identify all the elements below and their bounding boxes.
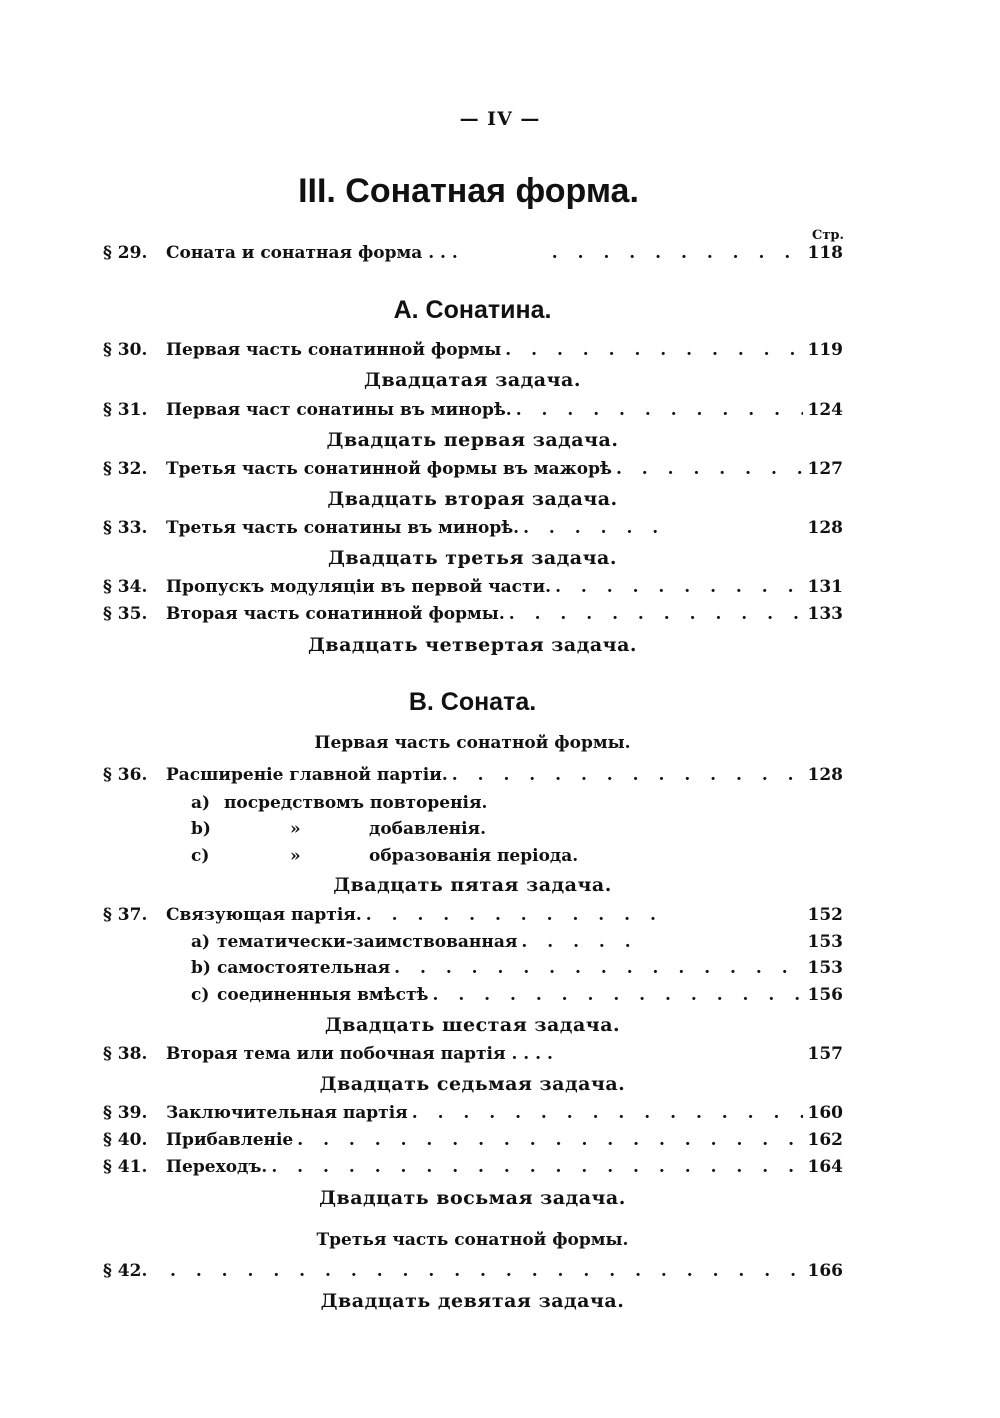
toc-entry-36[interactable]	[103, 765, 843, 789]
toc-entry-34[interactable]	[103, 577, 843, 601]
entry-page: 118	[807, 243, 843, 263]
entry-title: Расширеніе главной партіи.	[166, 765, 448, 785]
toc-entry-42[interactable]	[103, 1261, 843, 1285]
entry-number: § 35.	[103, 604, 148, 624]
entry-title: Вторая часть сонатинной формы.	[166, 604, 505, 624]
entry-page: 128	[807, 765, 843, 785]
leader-dots	[432, 985, 803, 1005]
entry-page: 164	[807, 1157, 843, 1177]
entry-title: Прибавленіе	[166, 1130, 294, 1150]
entry-title: самостоятельная	[217, 958, 391, 978]
subitem-text: добавленія.	[369, 819, 487, 839]
entry-number: § 37.	[103, 905, 148, 925]
entry-number: § 33.	[103, 518, 148, 538]
entry-title: соединенныя вмѣстѣ	[217, 985, 429, 1005]
leader-dots	[555, 577, 803, 597]
entry-page: 157	[807, 1044, 843, 1064]
subitem-label: a)	[191, 932, 211, 952]
entry-page: 127	[807, 459, 843, 479]
toc-subentry-37b[interactable]	[191, 958, 843, 982]
toc-entry-31[interactable]	[103, 400, 843, 424]
entry-number: § 30.	[103, 340, 148, 360]
leader-dots	[505, 340, 803, 360]
leader-dots	[523, 518, 673, 538]
entry-page: 153	[807, 958, 843, 978]
task-heading: Двадцатая задача.	[364, 369, 581, 391]
entry-number: § 42.	[103, 1261, 148, 1281]
entry-title: Соната и сонатная форма . . .	[166, 243, 458, 263]
toc-entry-40[interactable]	[103, 1130, 843, 1154]
subsection-first-part: Первая часть сонатной формы.	[314, 733, 631, 753]
ditto-mark: »	[290, 846, 301, 866]
entry-title: Третья часть сонатинной формы въ мажорѣ	[166, 459, 612, 479]
leader-dots	[509, 604, 803, 624]
entry-title: Первая часть сонатинной формы	[166, 340, 502, 360]
subitem-36b	[191, 819, 211, 843]
entry-number: § 40.	[103, 1130, 148, 1150]
leader-dots	[521, 932, 651, 952]
entry-page: 152	[807, 905, 843, 925]
subitem-label: b)	[191, 819, 211, 839]
page-number: — IV —	[459, 108, 541, 130]
entry-page: 162	[807, 1130, 843, 1150]
entry-page: 153	[807, 932, 843, 952]
leader-dots	[452, 765, 803, 785]
toc-entry-38[interactable]	[103, 1044, 843, 1068]
task-heading: Двадцать четвертая задача.	[307, 634, 638, 656]
entry-title: Заключительная партія	[166, 1103, 408, 1123]
ditto-mark: »	[290, 819, 301, 839]
toc-entry-37[interactable]	[103, 905, 843, 929]
subitem-text: образованія періода.	[369, 846, 579, 866]
subitem-text: посредствомъ повторенія.	[223, 793, 488, 813]
page-column-label: Стр.	[811, 228, 844, 243]
toc-subentry-37a[interactable]	[191, 932, 843, 956]
part-title: III. Сонатная форма.	[298, 172, 639, 210]
toc-entry-41[interactable]	[103, 1157, 843, 1181]
toc-entry-29[interactable]	[103, 243, 843, 267]
entry-page: 128	[807, 518, 843, 538]
subsection-third-part: Третья часть сонатной формы.	[316, 1230, 629, 1250]
leader-dots	[462, 243, 803, 263]
entry-number: § 32.	[103, 459, 148, 479]
section-a-heading: А. Сонатина.	[393, 296, 552, 324]
section-b-heading: В. Соната.	[408, 688, 537, 716]
entry-number: § 29.	[103, 243, 148, 263]
entry-title: Вторая тема или побочная партія . . . .	[166, 1044, 553, 1064]
entry-title: Первая част сонатины въ минорѣ.	[166, 400, 512, 420]
leader-dots	[412, 1103, 803, 1123]
task-heading: Двадцать девятая задача.	[320, 1290, 625, 1312]
task-heading: Двадцать седьмая задача.	[319, 1073, 626, 1095]
entry-title: Третья часть сонатины въ минорѣ.	[166, 518, 520, 538]
task-heading: Двадцать третья задача.	[328, 547, 617, 569]
leader-dots	[170, 1261, 803, 1281]
subitem-label: a)	[191, 793, 211, 813]
entry-page: 124	[807, 400, 843, 420]
subitem-36a	[191, 793, 487, 817]
subitem-label: c)	[191, 985, 210, 1005]
entry-page: 166	[807, 1261, 843, 1281]
entry-page: 133	[807, 604, 843, 624]
subitem-label: c)	[191, 846, 210, 866]
entry-number: § 41.	[103, 1157, 148, 1177]
toc-entry-32[interactable]	[103, 459, 843, 483]
entry-page: 119	[807, 340, 843, 360]
leader-dots	[516, 400, 803, 420]
entry-number: § 38.	[103, 1044, 148, 1064]
entry-number: § 39.	[103, 1103, 148, 1123]
task-heading: Двадцать пятая задача.	[333, 874, 612, 896]
leader-dots	[271, 1157, 803, 1177]
subitem-label: b)	[191, 958, 211, 978]
entry-title: Пропускъ модуляціи въ первой части.	[166, 577, 552, 597]
leader-dots	[394, 958, 803, 978]
task-heading: Двадцать шестая задача.	[324, 1014, 621, 1036]
toc-entry-39[interactable]	[103, 1103, 843, 1127]
toc-subentry-37c[interactable]	[191, 985, 843, 1009]
toc-entry-33[interactable]	[103, 518, 843, 542]
task-heading: Двадцать первая задача.	[326, 429, 619, 451]
entry-title: Связующая партія.	[166, 905, 362, 925]
entry-title: тематически-заимствованная	[217, 932, 518, 952]
task-heading: Двадцать восьмая задача.	[319, 1187, 626, 1209]
entry-number: § 34.	[103, 577, 148, 597]
entry-page: 156	[807, 985, 843, 1005]
entry-page: 160	[807, 1103, 843, 1123]
entry-page: 131	[807, 577, 843, 597]
entry-title: Переходъ.	[166, 1157, 268, 1177]
entry-number: § 36.	[103, 765, 148, 785]
leader-dots	[297, 1130, 803, 1150]
toc-entry-35[interactable]	[103, 604, 843, 628]
entry-number: § 31.	[103, 400, 148, 420]
toc-entry-30[interactable]	[103, 340, 843, 364]
leader-dots	[366, 905, 656, 925]
task-heading: Двадцать вторая задача.	[327, 488, 618, 510]
subitem-36c	[191, 846, 209, 870]
leader-dots	[616, 459, 803, 479]
